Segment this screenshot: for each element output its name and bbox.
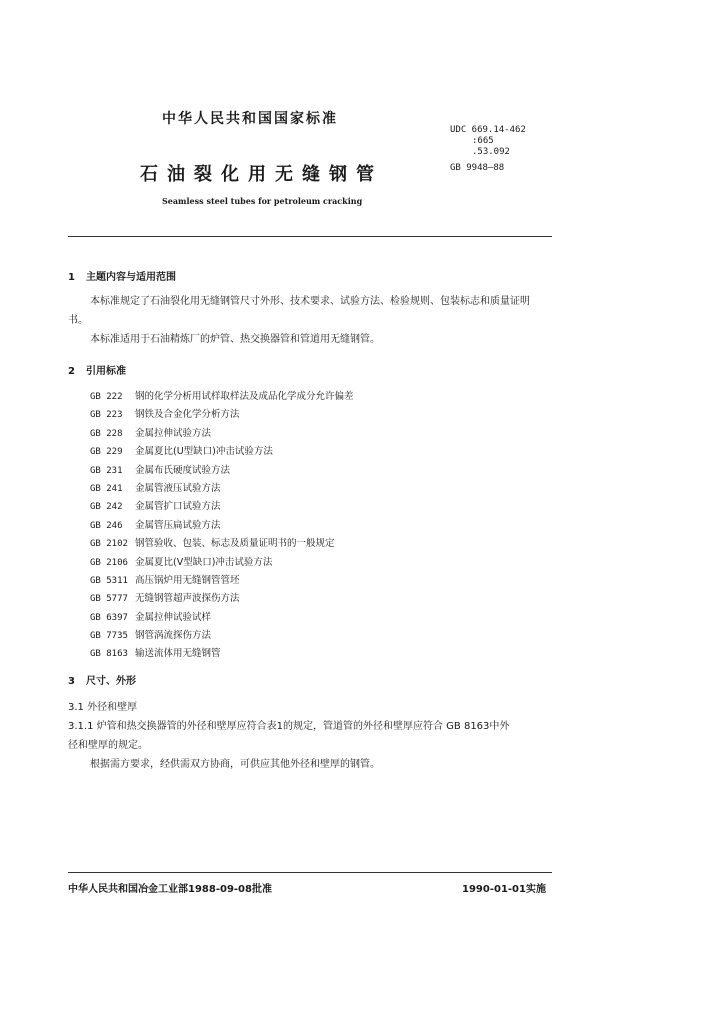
standard-title: 钢管涡流探伤方法 <box>135 630 212 642</box>
standard-code: GB 228 <box>90 428 123 439</box>
header-divider <box>68 236 552 237</box>
standard-code: GB 242 <box>90 502 123 513</box>
standard-title: 钢的化学分析用试样取样法及成品化学成分允许偏差 <box>135 391 354 402</box>
list-item <box>90 388 354 406</box>
udc-classification <box>450 125 526 158</box>
list-item <box>90 572 354 590</box>
gb-standard-number: GB 9948—88 <box>450 163 505 173</box>
footer-divider <box>68 872 552 873</box>
list-item <box>90 590 354 608</box>
document-title-english: Seamless steel tubes for petroleum cracking <box>162 196 363 206</box>
approval-line: 中华人民共和国冶金工业部1988-09-08批准 <box>68 884 272 895</box>
standard-code: GB 7735 <box>90 631 128 642</box>
standard-code: GB 8163 <box>90 649 128 660</box>
udc-line: UDC 669.14-462 <box>450 125 526 135</box>
subsection-3-1-1-line-2: 径和壁厚的规定。 <box>68 740 148 751</box>
implementation-date: 1990-01-01实施 <box>462 884 546 895</box>
standard-code: GB 222 <box>90 392 123 402</box>
standard-title: 金属管液压试验方法 <box>135 482 221 494</box>
subsection-3-1-heading: 3.1 外径和壁厚 <box>68 702 138 713</box>
list-item <box>90 609 354 627</box>
list-item <box>90 645 354 663</box>
list-item <box>90 554 354 572</box>
list-item <box>90 535 354 553</box>
list-item <box>90 627 354 645</box>
standard-title: 输送流体用无缝钢管 <box>135 648 221 660</box>
section-3-heading <box>68 672 136 687</box>
country-standard-heading: 中华人民共和国国家标准 <box>162 111 338 127</box>
section-3-paragraph: 根据需方要求，经供需双方协商，可供应其他外径和壁厚的钢管。 <box>90 759 380 770</box>
section-1-heading <box>68 268 176 283</box>
standard-title: 钢铁及合金化学分析方法 <box>135 409 240 421</box>
standard-code: GB 229 <box>90 447 123 458</box>
list-item <box>90 517 354 535</box>
document-title: 石油裂化用无缝钢管 <box>140 164 383 185</box>
standard-code: GB 223 <box>90 410 123 421</box>
subsection-3-1-1-line-1: 3.1.1 炉管和热交换器管的外径和壁厚应符合表1的规定，管道管的外径和壁厚应符合 GB 8163中外 <box>68 721 510 732</box>
udc-line: .53.092 <box>472 147 510 157</box>
standard-title: 金属管扩口试验方法 <box>135 501 221 513</box>
standard-title: 高压锅炉用无缝钢管管坯 <box>135 574 240 586</box>
list-item <box>90 498 354 516</box>
standard-title: 金属拉伸试验方法 <box>135 427 212 439</box>
list-item <box>90 462 354 480</box>
list-item <box>90 406 354 424</box>
standard-title: 金属管压扁试验方法 <box>135 519 221 531</box>
standard-code: GB 2102 <box>90 539 128 550</box>
standard-code: GB 231 <box>90 465 123 476</box>
standard-title: 金属拉伸试验试样 <box>135 611 212 623</box>
section-1-paragraph-1-line-1: 本标准规定了石油裂化用无缝钢管尺寸外形、技术要求、试验方法、检验规则、包装标志和质量证明 <box>90 296 530 307</box>
list-item <box>90 480 354 498</box>
standard-title: 金属夏比(V型缺口)冲击试验方法 <box>135 556 273 568</box>
standard-code: GB 241 <box>90 483 123 494</box>
section-1-paragraph-1-line-2: 书。 <box>68 315 88 326</box>
list-item <box>90 425 354 443</box>
standard-title: 金属夏比(U型缺口)冲击试验方法 <box>135 446 273 458</box>
standard-code: GB 246 <box>90 520 123 531</box>
referenced-standards-list <box>90 388 354 664</box>
section-title: 引用标准 <box>86 366 126 377</box>
standard-title: 金属布氏硬度试验方法 <box>135 464 231 476</box>
section-number: 3 <box>68 676 75 687</box>
section-title: 主题内容与适用范围 <box>86 272 176 283</box>
section-number: 2 <box>68 366 75 377</box>
list-item <box>90 443 354 461</box>
standard-code: GB 5777 <box>90 594 128 605</box>
standard-title: 钢管验收、包装、标志及质量证明书的一般规定 <box>135 538 335 550</box>
standard-code: GB 5311 <box>90 575 128 586</box>
standard-code: GB 6397 <box>90 612 128 623</box>
section-2-heading <box>68 362 126 377</box>
section-number: 1 <box>68 272 75 283</box>
standard-title: 无缝钢管超声波探伤方法 <box>135 593 240 605</box>
section-1-paragraph-2: 本标准适用于石油精炼厂的炉管、热交换器管和管道用无缝钢管。 <box>90 334 380 345</box>
udc-line: :665 <box>472 136 494 146</box>
standard-code: GB 2106 <box>90 557 128 568</box>
section-title: 尺寸、外形 <box>86 676 136 687</box>
